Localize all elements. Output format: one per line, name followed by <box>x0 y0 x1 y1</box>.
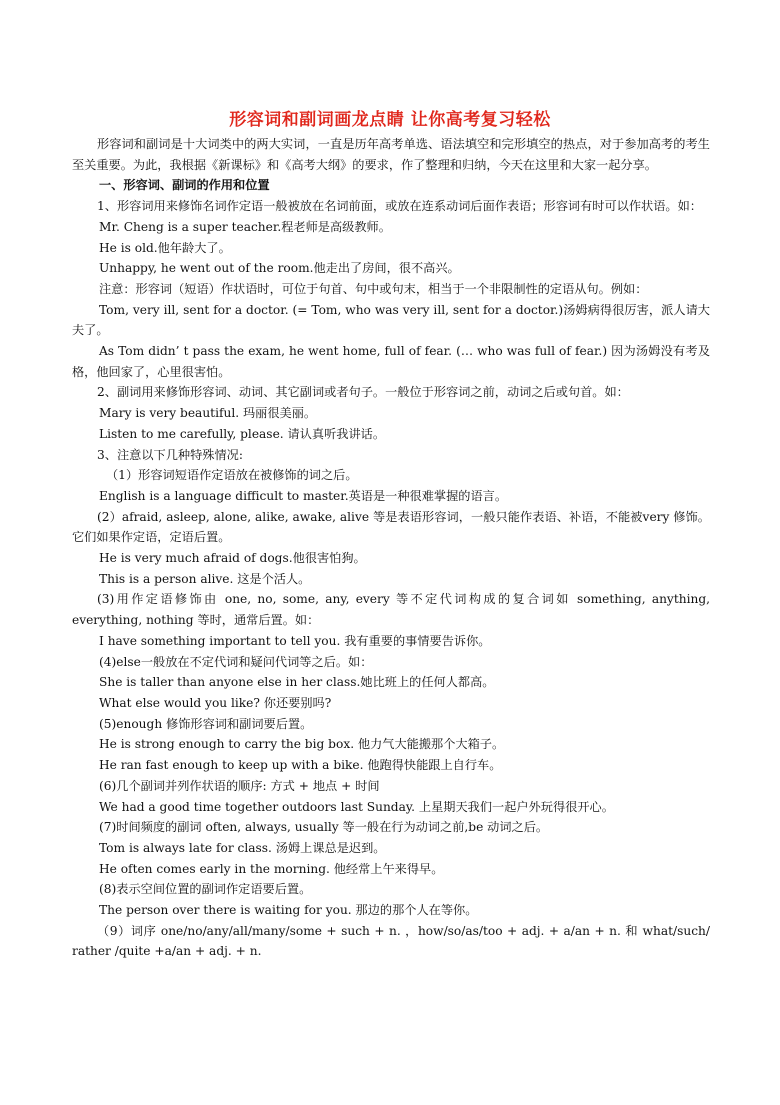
example-sentence: Listen to me carefully, please. 请认真听我讲话。 <box>99 426 386 441</box>
example-sentence: We had a good time together outdoors last Sunday. 上星期天我们一起户外玩得很开心。 <box>99 799 614 814</box>
example-sentence: He ran fast enough to keep up with a bike. 他跑得快能跟上自行车。 <box>99 758 502 773</box>
rule-paragraph-3: 3、注意以下几种特殊情况: <box>97 447 243 462</box>
document-title: 形容词和副词画龙点睛 让你高考复习轻松 <box>229 110 551 130</box>
example-sentence: As Tom didn’ t pass the exam, he went home, full of fear. (… who was full of fear.) 因为汤姆没有考及格，他回家了，心里很害怕。 <box>72 344 710 379</box>
example-sentence: She is taller than anyone else in her class.她比班上的任何人都高。 <box>99 675 495 690</box>
note-paragraph: 注意：形容词（短语）作状语时，可位于句首、句中或句末，相当于一个非限制性的定语从句。例如： <box>99 281 648 296</box>
special-case-6: (6)几个副词并列作状语的顺序: 方式 + 地点 + 时间 <box>99 778 380 793</box>
special-case-3: (3)用作定语修饰由 one, no, some, any, every 等不定代词构成的复合词如 something, anything, everything, nothing 等时，通常后置。如： <box>72 592 710 628</box>
example-sentence: English is a language difficult to master.英语是一种很难掌握的语言。 <box>99 488 507 503</box>
document-body <box>72 134 710 962</box>
example-sentence: Mary is very beautiful. 玛丽很美丽。 <box>99 406 317 421</box>
rule-paragraph-1: 1、形容词用来修饰名词作定语一般被放在名词前面，或放在连系动词后面作表语；形容词有时可以作状语。如： <box>97 199 702 214</box>
special-case-1: （1）形容词短语作定语放在被修饰的词之后。 <box>106 468 358 483</box>
example-sentence: Tom is always late for class. 汤姆上课总是迟到。 <box>99 840 386 855</box>
example-sentence: What else would you like? 你还要别吗? <box>99 695 332 710</box>
intro-paragraph: 形容词和副词是十大词类中的两大实词，一直是历年高考单选、语法填空和完形填空的热点，对于参加高考的考生至关重要。为此，我根据《新课标》和《高考大纲》的要求，作了整理和归纳，今天在这里和大家一起分享。 <box>72 137 710 172</box>
example-sentence: Tom, very ill, sent for a doctor. (= Tom, who was very ill, sent for a doctor.)汤姆病得很厉害，派人请大夫了。 <box>72 302 710 338</box>
example-sentence: He often comes early in the morning. 他经常上午来得早。 <box>99 861 444 876</box>
example-sentence: Mr. Cheng is a super teacher.程老师是高级教师。 <box>99 219 391 234</box>
example-sentence: I have something important to tell you. 我有重要的事情要告诉你。 <box>99 633 491 648</box>
special-case-9: （9）词序 one/no/any/all/many/some + such + n. ，how/so/as/too + adj. + a/an + n. 和 what/such/ rather /quite +a/an + adj. + n. <box>72 923 710 959</box>
special-case-4: (4)else一般放在不定代词和疑问代词等之后。如： <box>99 654 373 669</box>
example-sentence: Unhappy, he went out of the room.他走出了房间，很不高兴。 <box>99 261 460 276</box>
rule-paragraph-2: 2、副词用来修饰形容词、动词、其它副词或者句子。一般位于形容词之前，动词之后或句首。如： <box>97 385 629 400</box>
special-case-5: (5)enough 修饰形容词和副词要后置。 <box>99 716 313 731</box>
section-heading: 一、形容词、副词的作用和位置 <box>99 178 270 193</box>
special-case-7: (7)时间频度的副词 often, always, usually 等一般在行为动词之前,be 动词之后。 <box>99 820 549 835</box>
example-sentence: This is a person alive. 这是个活人。 <box>99 571 311 586</box>
example-sentence: He is strong enough to carry the big box. 他力气大能搬那个大箱子。 <box>99 737 505 752</box>
example-sentence: The person over there is waiting for you. 那边的那个人在等你。 <box>99 903 478 918</box>
example-sentence: He is old.他年龄大了。 <box>99 240 231 255</box>
special-case-2: (2）afraid, asleep, alone, alike, awake, alive 等是表语形容词，一般只能作表语、补语，不能被very 修饰。它们如果作定语，定语后置。 <box>72 509 710 545</box>
example-sentence: He is very much afraid of dogs.他很害怕狗。 <box>99 551 366 566</box>
special-case-8: (8)表示空间位置的副词作定语要后置。 <box>99 882 312 897</box>
